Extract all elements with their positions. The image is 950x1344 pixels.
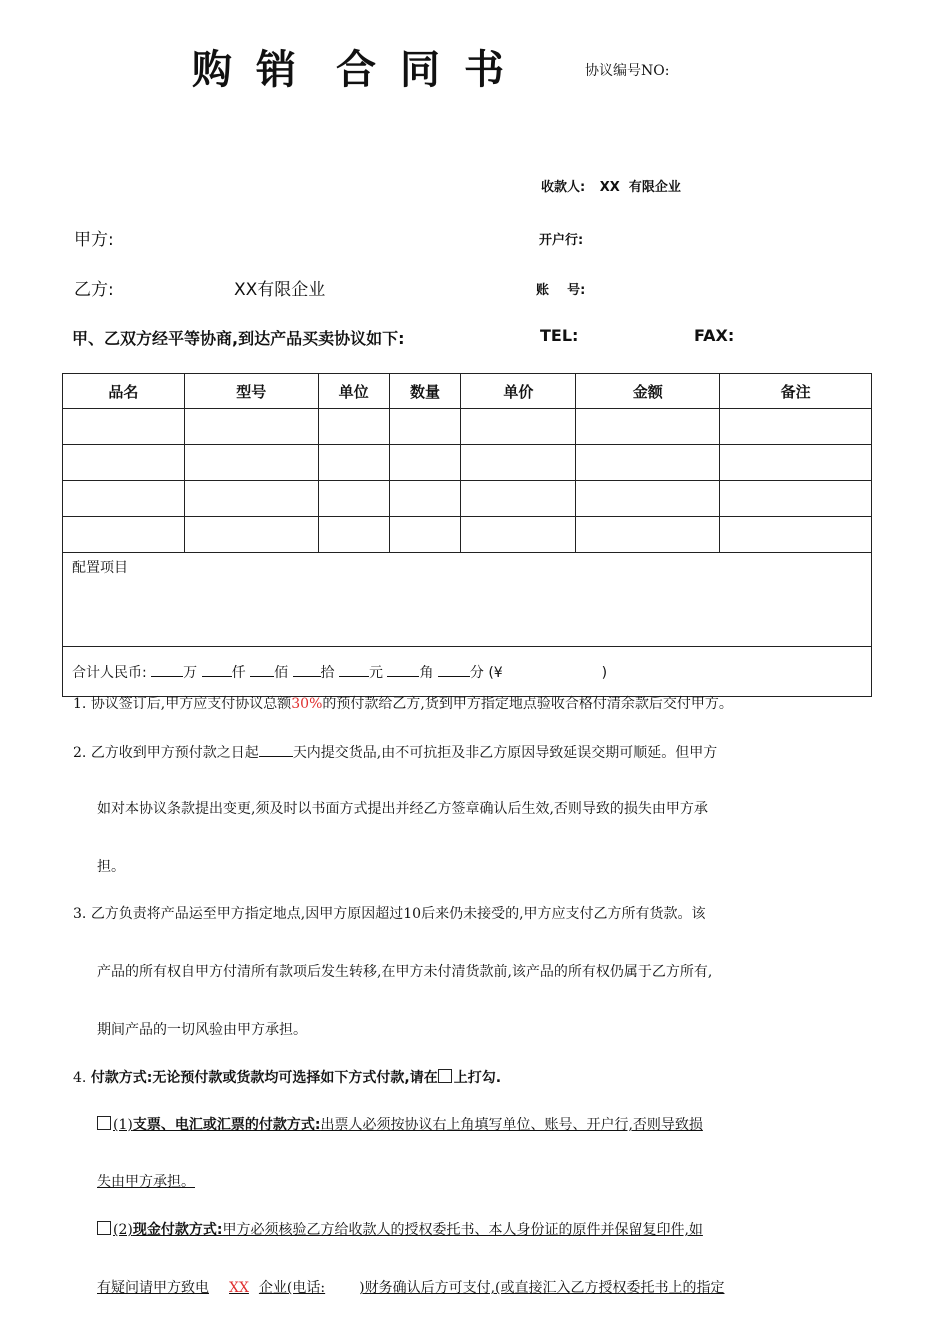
option-text: 甲方必须核验乙方给收款人的授权委托书、本人身份证的原件并保留复印件,如 — [222, 1222, 703, 1238]
clause-1 — [73, 694, 733, 714]
payment-method-heading: 付款方式:无论预付款或货款均可选择如下方式付款,请在 — [90, 1070, 438, 1086]
table-row — [63, 481, 872, 517]
table-cell[interactable] — [63, 481, 185, 517]
table-cell[interactable] — [318, 517, 389, 553]
clause-text: 协议签订后,甲方应支付协议总额 — [90, 696, 292, 712]
header-model: 型号 — [184, 374, 318, 409]
clause-4 — [73, 1068, 501, 1088]
table-row — [63, 409, 872, 445]
config-row — [63, 553, 872, 647]
option-text: 出票人必须按协议右上角填写单位、账号、开户行,否则导致损 — [320, 1117, 703, 1133]
clause-3-line-2: 产品的所有权自甲方付清所有款项后发生转移,在甲方未付清货款前,该产品的所有权仍属于乙方所有, — [97, 964, 713, 980]
table-cell[interactable] — [63, 445, 185, 481]
party-b-value: XX有限企业 — [234, 280, 326, 300]
yen-open: (¥ — [488, 664, 503, 681]
header-product-name: 品名 — [63, 374, 185, 409]
clause-number: 1. — [73, 696, 87, 712]
option-text: 有疑问请甲方致电 — [97, 1280, 209, 1296]
table-cell[interactable] — [720, 445, 872, 481]
table-cell[interactable] — [576, 409, 720, 445]
table-cell[interactable] — [461, 445, 576, 481]
agreement-number-label: 协议编号NO: — [585, 63, 670, 79]
payment-option-2 — [97, 1220, 703, 1240]
party-a-label: 甲方: — [74, 230, 114, 250]
header-unit: 单位 — [318, 374, 389, 409]
option-title: 现金付款方式: — [132, 1222, 223, 1238]
intro-text: 甲、乙双方经平等协商,到达产品买卖协议如下: — [72, 329, 405, 348]
table-cell[interactable] — [184, 445, 318, 481]
table-cell[interactable] — [63, 517, 185, 553]
table-cell[interactable] — [184, 409, 318, 445]
clause-3 — [73, 904, 706, 924]
fax-label: FAX: — [694, 326, 735, 345]
checkbox-icon — [438, 1069, 452, 1083]
header-remarks: 备注 — [720, 374, 872, 409]
unit-fen: 分 — [469, 664, 484, 681]
table-cell[interactable] — [720, 409, 872, 445]
clause-number: 3. — [73, 906, 87, 922]
document-title — [192, 38, 506, 95]
config-items-cell[interactable] — [63, 553, 872, 647]
bank-label: 开户行: — [539, 233, 584, 248]
title-char: 合 — [336, 47, 378, 93]
payment-option-1-line-2: 失由甲方承担。 — [97, 1174, 195, 1190]
table-cell[interactable] — [184, 517, 318, 553]
total-rmb-cell[interactable] — [63, 647, 872, 697]
table-header-row — [63, 374, 872, 409]
table-cell[interactable] — [576, 517, 720, 553]
table-cell[interactable] — [389, 445, 461, 481]
option-number: (1) — [113, 1117, 133, 1133]
clause-2 — [73, 742, 717, 763]
table-cell[interactable] — [318, 409, 389, 445]
payee-row — [541, 176, 681, 195]
account-label: 账 号: — [536, 283, 586, 298]
table-cell[interactable] — [576, 445, 720, 481]
payment-option-2-checkbox[interactable] — [97, 1221, 111, 1235]
unit-wan: 万 — [183, 664, 198, 681]
payee-value: XX 有限企业 — [599, 180, 681, 195]
clause-text: 的预付款给乙方,货到甲方指定地点验收合格付清余款后交付甲方。 — [322, 696, 733, 712]
product-table — [62, 373, 872, 697]
option-text: )财务确认后方可支付,(或直接汇入乙方授权委托书上的指定 — [359, 1280, 725, 1296]
payment-method-heading: 上打勾. — [453, 1070, 502, 1086]
total-prefix: 合计人民币: — [72, 664, 147, 681]
table-cell[interactable] — [461, 481, 576, 517]
table-cell[interactable] — [389, 481, 461, 517]
clause-3-line-3: 期间产品的一切风验由甲方承担。 — [97, 1022, 307, 1038]
table-cell[interactable] — [389, 409, 461, 445]
clause-2-line-3: 担。 — [97, 859, 125, 875]
title-char: 购 — [192, 47, 234, 93]
table-cell[interactable] — [720, 481, 872, 517]
yen-close: ) — [601, 664, 608, 681]
clause-text: 乙方收到甲方预付款之日起 — [90, 745, 259, 761]
header-quantity: 数量 — [389, 374, 461, 409]
option-text: 企业(电话: — [258, 1280, 326, 1296]
unit-jiao: 角 — [419, 664, 434, 681]
total-row — [63, 647, 872, 697]
table-cell[interactable] — [576, 481, 720, 517]
payment-option-1-checkbox[interactable] — [97, 1116, 111, 1130]
unit-qian: 仟 — [231, 664, 246, 681]
payment-option-1 — [97, 1115, 703, 1135]
clause-2-line-2: 如对本协议条款提出变更,须及时以书面方式提出并经乙方签章确认后生效,否则导致的损失由甲方承 — [97, 801, 708, 817]
table-row — [63, 445, 872, 481]
table-cell[interactable] — [389, 517, 461, 553]
unit-bai: 佰 — [274, 664, 289, 681]
table-cell[interactable] — [720, 517, 872, 553]
unit-shi: 拾 — [320, 664, 335, 681]
unit-yuan: 元 — [368, 664, 383, 681]
payment-option-2-line-2 — [97, 1278, 725, 1298]
option-number: (2) — [113, 1222, 133, 1238]
title-char: 同 — [400, 47, 442, 93]
table-cell[interactable] — [63, 409, 185, 445]
party-b-label: 乙方: — [74, 280, 114, 300]
clause-text: 乙方负责将产品运至甲方指定地点,因甲方原因超过10后来仍未接受的,甲方应支付乙方所有货款。该 — [90, 906, 706, 922]
table-cell[interactable] — [318, 445, 389, 481]
table-cell[interactable] — [461, 409, 576, 445]
option-title: 支票、电汇或汇票的付款方式: — [132, 1117, 321, 1133]
clause-number: 2. — [73, 745, 87, 761]
table-cell[interactable] — [318, 481, 389, 517]
clause-number: 4. — [73, 1070, 87, 1086]
title-char: 销 — [256, 47, 298, 93]
config-items-label: 配置项目 — [72, 560, 128, 576]
company-placeholder: XX — [229, 1280, 249, 1296]
table-cell[interactable] — [461, 517, 576, 553]
payee-label: 收款人: — [541, 180, 586, 195]
header-unit-price: 单价 — [461, 374, 576, 409]
tel-label: TEL: — [540, 326, 579, 345]
table-cell[interactable] — [184, 481, 318, 517]
header-amount: 金额 — [576, 374, 720, 409]
table-row — [63, 517, 872, 553]
clause-text: 天内提交货品,由不可抗拒及非乙方原因导致延误交期可顺延。但甲方 — [292, 745, 718, 761]
title-char: 书 — [464, 47, 506, 93]
prepay-percent: 30% — [291, 696, 323, 712]
